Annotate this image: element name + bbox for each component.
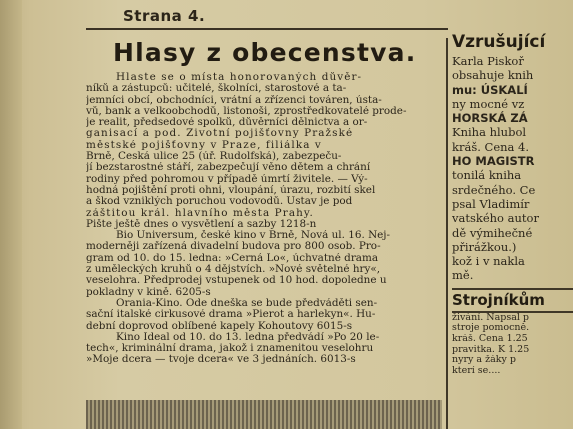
right-column-small-line: stroje pomocně. bbox=[452, 323, 530, 334]
article-line: je realit, předsedové spolků, důvěrníci dělnictva a or- bbox=[86, 117, 368, 129]
article-body bbox=[86, 72, 441, 366]
right-column-heading-2: Strojníkům bbox=[452, 288, 573, 313]
article-line: záštitou král. hlavního města Prahy. bbox=[86, 207, 314, 219]
right-column-line: psal Vladimír bbox=[452, 196, 530, 211]
article-line: rodiny před pohromou v případě úmrtí živitele. — Vý- bbox=[86, 173, 368, 185]
right-column-line: přirážkou.) bbox=[452, 239, 517, 254]
article-line: z uměleckých kruhů o 4 dějstvích. »Nové světelné hry«, bbox=[86, 264, 381, 276]
article-line: vů, bank a velkoobchodů, listonoši, zprostředkovatelé prode- bbox=[86, 105, 407, 117]
right-column-line: mě. bbox=[452, 268, 474, 283]
article-line: Orania-Kino. Ode dneška se bude předváděti sen- bbox=[116, 297, 378, 309]
article-line: a škod vzniklých poruchou vodovodů. Ústav je pod bbox=[86, 196, 353, 208]
article-line: ganisací a pod. Životní pojišťovny Pražské bbox=[86, 128, 354, 140]
article-line: Hlaste se o místa honorovaných důvěr- bbox=[116, 72, 363, 83]
article-line: Bio Universum, české kino v Brně, Nová ul. 16. Nej- bbox=[116, 230, 391, 242]
right-column-line: vatského autor bbox=[452, 211, 539, 226]
article-line: níků a zástupců: učitelé, školníci, starostové a ta- bbox=[86, 83, 347, 95]
right-column-line: HORSKÁ ZÁ bbox=[452, 111, 528, 126]
right-column-line: dě výmihečné bbox=[452, 225, 533, 240]
header-rule bbox=[86, 28, 448, 30]
right-column-small-line: kráš. Cena 1.25 bbox=[452, 333, 528, 344]
right-column-line: Kniha hlubol bbox=[452, 125, 527, 140]
right-column-line: srdečného. Ce bbox=[452, 182, 536, 197]
right-column-line: kož i v nakla bbox=[452, 254, 525, 269]
right-column-line: mu: ÚSKALÍ bbox=[452, 82, 528, 97]
right-column bbox=[452, 30, 573, 429]
right-column-line: HO MAGISTR bbox=[452, 154, 535, 169]
article-line: jemníci obcí, obchodníci, vrátní a zřízenci továren, ústa- bbox=[86, 94, 382, 106]
article-line: Pište ještě dnes o vysvětlení a sazby 1218-n bbox=[86, 218, 317, 230]
article-line: sační italské cirkusové drama »Pierot a harlekyn«. Hu- bbox=[86, 309, 376, 321]
right-column-line: kráš. Cena 4. bbox=[452, 139, 530, 154]
right-column-small-body bbox=[452, 313, 573, 377]
article-line: gram od 10. do 15. ledna: »Černá Lo«, úchvatné drama bbox=[86, 252, 379, 264]
article-line: Kino Ideal od 10. do 13. ledna předvádí »Po 20 le- bbox=[116, 331, 380, 343]
right-column-small-line: živání. Napsal p bbox=[452, 312, 530, 323]
article-line: pokladny v kině. 6205-s bbox=[86, 286, 211, 298]
right-column-small-line: nyry a žáky p bbox=[452, 355, 516, 366]
article-line: moderněji zařízená divadelní budova pro 800 osob. Pro- bbox=[86, 241, 381, 253]
right-column-line: tonilá kniha bbox=[452, 168, 522, 183]
right-column-line: ny mocné vz bbox=[452, 96, 525, 111]
page-number: Strana 4. bbox=[123, 7, 206, 25]
article-line: Brně, Česká ulice 25 (úř. Rudolfská), zabezpeču- bbox=[86, 151, 342, 163]
column-divider bbox=[446, 38, 448, 429]
article-line: veselohra. Předprodej vstupenek od 10 hod. dopoledne u bbox=[86, 275, 387, 287]
article-headline: Hlasy z obecenstva. bbox=[113, 38, 417, 67]
right-column-small-line: pravitka. K 1.25 bbox=[452, 344, 530, 355]
bottom-separator-band bbox=[86, 400, 442, 429]
article-line: městské pojišťovny v Praze, filiálka v bbox=[86, 139, 322, 151]
article-line: tech«, kriminální drama, jakož i znamenitou veselohru bbox=[86, 343, 374, 355]
right-column-line: obsahuje knih bbox=[452, 68, 534, 83]
article-line: hodná pojištění proti ohni, vloupání, úrazu, rozbití skel bbox=[86, 184, 376, 196]
page-fold-shadow bbox=[0, 0, 22, 429]
right-column-line: Karla Piskoř bbox=[452, 54, 524, 68]
right-column-small-line: kterí se.... bbox=[452, 365, 501, 376]
right-column-heading: Vzrušující bbox=[452, 32, 546, 52]
article-line: jí bezstarostné stáří, zabezpečují věno dětem a chrání bbox=[86, 162, 371, 174]
right-column-body bbox=[452, 54, 573, 283]
article-line: dební doprovod oblíbené kapely Kohoutovy 6015-s bbox=[86, 320, 353, 332]
article-line: »Moje dcera — tvoje dcera« ve 3 jednáních. 6013-s bbox=[86, 354, 356, 366]
